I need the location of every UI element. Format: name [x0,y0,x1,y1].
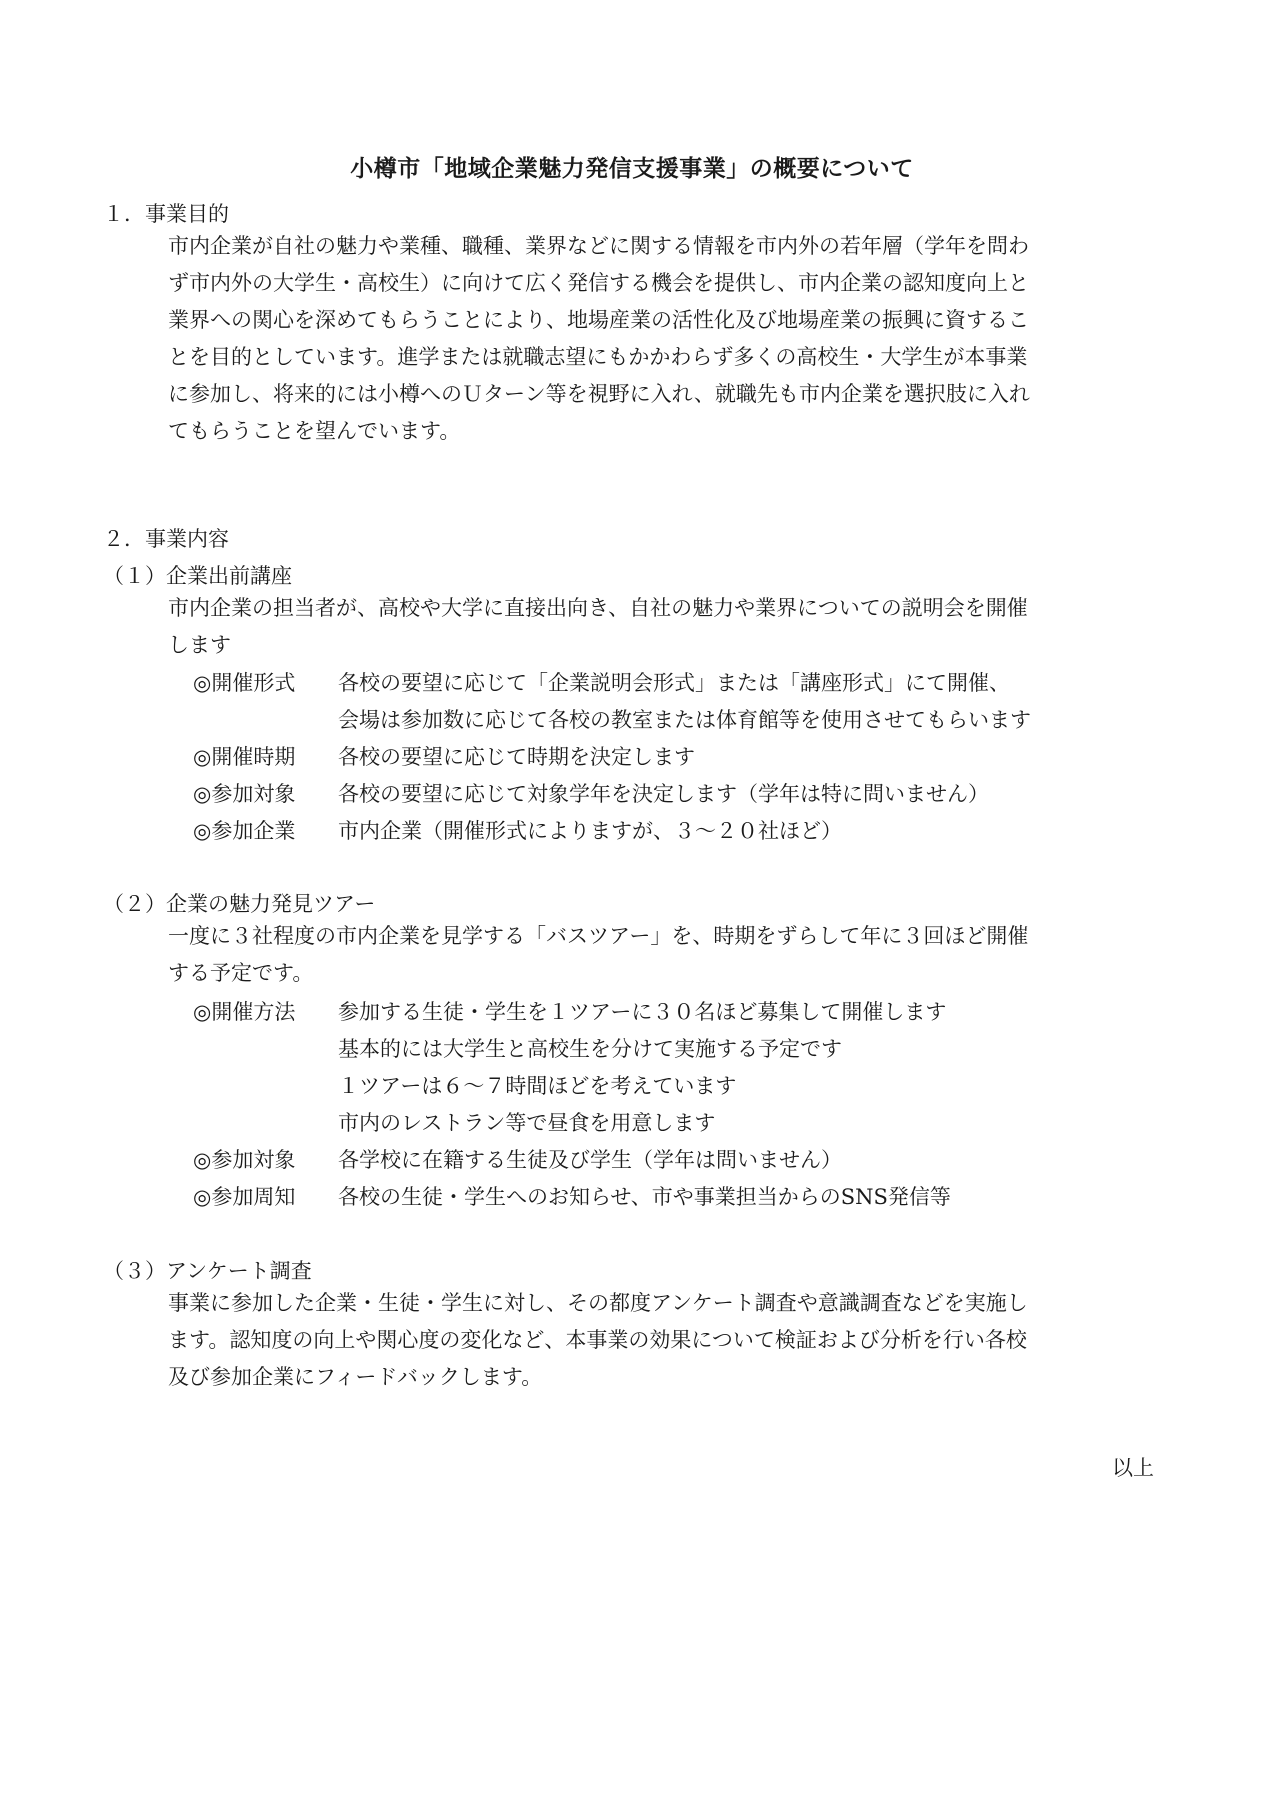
subsection-heading-tour: （２）企業の魅力発見ツアー [103,892,376,916]
paragraph-line: ず市内外の大学生・高校生）に向けて広く発信する機会を提供し、市内企業の認知度向上と [168,271,1029,295]
item-continuation: 基本的には大学生と高校生を分けて実施する予定です [338,1037,842,1061]
section-heading-content: ２．事業内容 [103,527,229,551]
tour-paragraph [168,918,1158,992]
item-value: 各校の生徒・学生へのお知らせ、市や事業担当からのSNS発信等 [338,1185,951,1209]
item-value: 各校の要望に応じて対象学年を決定します（学年は特に問いません） [338,782,989,806]
closing-mark: 以上 [1112,1456,1154,1480]
item-row [193,776,989,813]
item-value: 各校の要望に応じて「企業説明会形式」または「講座形式」にて開催、 [338,671,1010,695]
item-row [193,1142,842,1179]
item-continuation: １ツアーは６～７時間ほどを考えています [338,1074,737,1098]
item-value: 各校の要望に応じて時期を決定します [338,745,695,769]
paragraph-line: 市内企業の担当者が、高校や大学に直接出向き、自社の魅力や業界についての説明会を開催 [168,596,1028,620]
item-label: ◎参加企業 [193,819,296,843]
paragraph-line: 一度に３社程度の市内企業を見学する「バスツアー」を、時期をずらして年に３回ほど開催 [168,924,1029,948]
item-value: 参加する生徒・学生を１ツアーに３０名ほど募集して開催します [338,1000,947,1024]
paragraph-line: 業界への関心を深めてもらうことにより、地場産業の活性化及び地場産業の振興に資するこ [168,308,1029,332]
paragraph-line: に参加し、将来的には小樽へのＵターン等を視野に入れ、就職先も市内企業を選択肢に入れ [168,382,1030,406]
item-label: ◎参加周知 [193,1185,296,1209]
section-heading-purpose: １．事業目的 [103,202,229,226]
paragraph-line: します [168,633,231,657]
paragraph-line: 市内企業が自社の魅力や業種、職種、業界などに関する情報を市内外の若年層（学年を問わ [168,234,1029,258]
item-value: 各学校に在籍する生徒及び学生（学年は問いません） [338,1148,842,1172]
subsection-heading-survey: （３）アンケート調査 [103,1259,312,1283]
item-row [193,739,695,776]
item-row [193,994,946,1031]
item-label: ◎参加対象 [193,1148,296,1172]
item-row [193,1179,951,1216]
item-continuation: 会場は参加数に応じて各校の教室または体育館等を使用させてもらいます [338,708,1031,732]
item-label: ◎開催形式 [193,671,296,695]
item-label: ◎開催時期 [193,745,296,769]
item-label: ◎開催方法 [193,1000,296,1024]
paragraph-line: する予定です。 [168,961,314,985]
item-continuation: 市内のレストラン等で昼食を用意します [338,1111,716,1135]
paragraph-line: てもらうことを望んでいます。 [168,419,461,443]
lecture-paragraph [168,590,1158,664]
paragraph-line: 事業に参加した企業・生徒・学生に対し、その都度アンケート調査や意識調査などを実施し [168,1291,1028,1315]
item-row [193,813,842,850]
paragraph-line: とを目的としています。進学または就職志望にもかかわらず多くの高校生・大学生が本事業 [168,345,1028,369]
document-title: 小樽市「地域企業魅力発信支援事業」の概要について [350,155,914,182]
subsection-heading-lecture: （１）企業出前講座 [103,564,292,588]
item-row [193,665,1010,702]
purpose-paragraph [168,228,1158,450]
item-value: 市内企業（開催形式によりますが、３～２０社ほど） [338,819,842,843]
paragraph-line: 及び参加企業にフィードバックします。 [168,1365,543,1389]
paragraph-line: ます。認知度の向上や関心度の変化など、本事業の効果について検証および分析を行い各校 [168,1328,1027,1352]
item-label: ◎参加対象 [193,782,296,806]
survey-paragraph [168,1285,1158,1396]
